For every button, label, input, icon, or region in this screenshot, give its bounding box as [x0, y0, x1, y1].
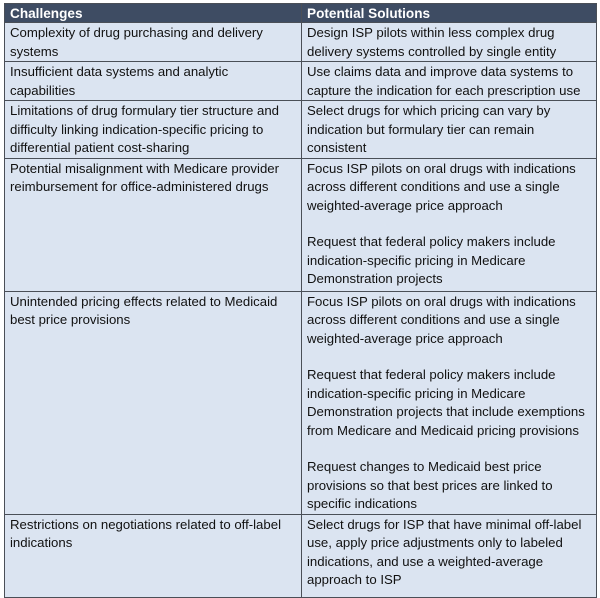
challenges-solutions-table	[4, 3, 597, 598]
header-potential-solutions: Potential Solutions	[302, 4, 597, 23]
solutions-cell	[302, 101, 597, 159]
solutions-cell	[302, 514, 597, 597]
solution-text: Select drugs for which pricing can vary by indication but formulary tier can remain consistent	[307, 103, 551, 155]
solution-text: Request changes to Medicaid best price provisions so that best prices are linked to specific indications	[307, 459, 553, 511]
table-row	[5, 23, 597, 62]
table-row	[5, 158, 597, 291]
challenge-cell: Unintended pricing effects related to Medicaid best price provisions	[5, 291, 302, 514]
solution-text: Use claims data and improve data systems to capture the indication for each prescription use	[307, 64, 581, 98]
solutions-cell	[302, 291, 597, 514]
table-row	[5, 291, 597, 514]
challenge-cell: Potential misalignment with Medicare provider reimbursement for office-administered drugs	[5, 158, 302, 291]
solution-text: Focus ISP pilots on oral drugs with indications across different conditions and use a single weighted-average price approach	[307, 293, 576, 346]
solution-text: Request that federal policy makers include indication-specific pricing in Medicare Demonstration projects that include exemptions from Medicare and Medicaid pricing provisions	[307, 367, 585, 438]
solutions-cell	[302, 62, 597, 101]
solution-text: Design ISP pilots within less complex drug delivery systems controlled by single entity	[307, 25, 557, 59]
header-challenges: Challenges	[5, 4, 302, 23]
table-row	[5, 514, 597, 597]
table-row	[5, 101, 597, 159]
solution-text: Request that federal policy makers include indication-specific pricing in Medicare Demonstration projects	[307, 234, 556, 286]
solution-text: Select drugs for ISP that have minimal off-label use, apply price adjustments only to labeled indications, and use a weighted-average approach to ISP	[307, 516, 582, 587]
solution-text: Focus ISP pilots on oral drugs with indications across different conditions and use a single weighted-average price approach	[307, 160, 576, 213]
header-row	[5, 4, 597, 23]
solutions-cell	[302, 158, 597, 291]
challenge-cell: Insufficient data systems and analytic capabilities	[5, 62, 302, 101]
challenge-cell: Limitations of drug formulary tier structure and difficulty linking indication-specific pricing to differential patient cost-sharing	[5, 101, 302, 159]
challenge-cell: Complexity of drug purchasing and delivery systems	[5, 23, 302, 62]
table-row	[5, 62, 597, 101]
solutions-cell	[302, 23, 597, 62]
challenge-cell: Restrictions on negotiations related to off-label indications	[5, 514, 302, 597]
